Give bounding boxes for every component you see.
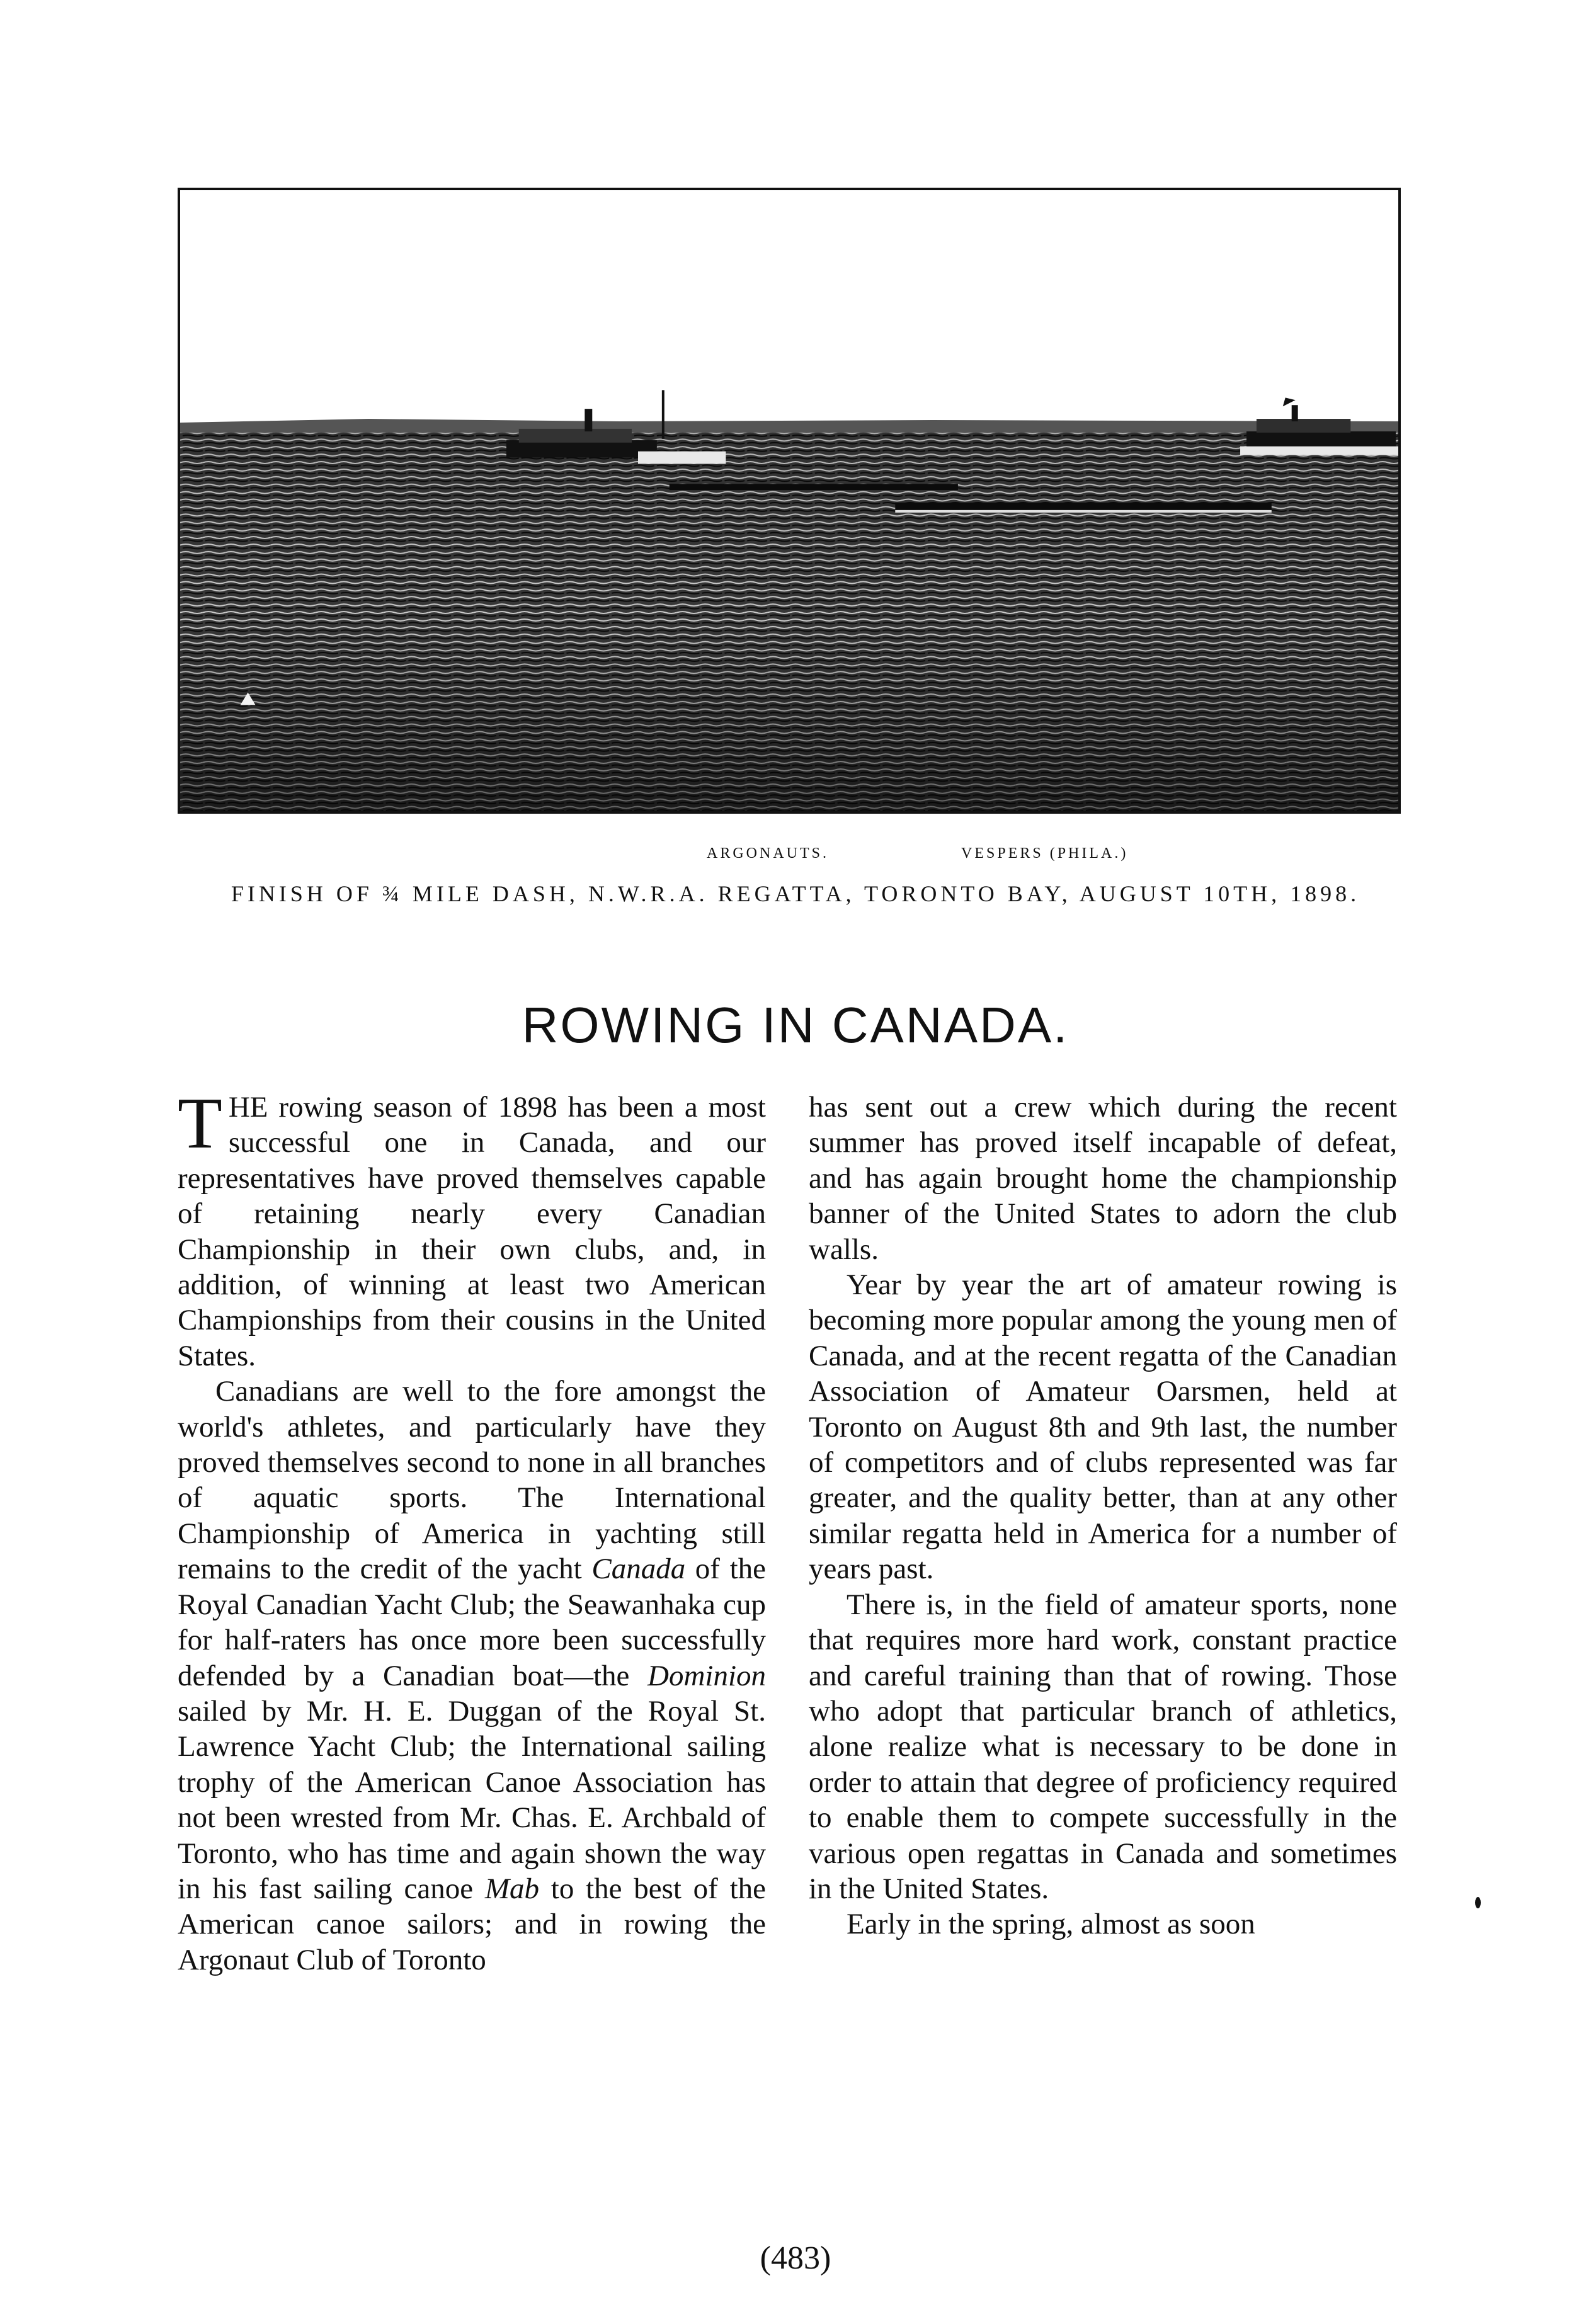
- regatta-photograph: [178, 188, 1401, 814]
- canoe-name-mab: Mab: [484, 1872, 540, 1905]
- paragraph-2-text-d: to the best of the American canoe sailors; and in rowing the Argonaut Club of Toronto: [178, 1872, 766, 1976]
- photo-caption: FINISH OF ¾ MILE DASH, N.W.R.A. REGATTA, TORONTO BAY, AUGUST 10TH, 1898.: [231, 881, 1360, 906]
- drop-cap: T: [178, 1083, 222, 1164]
- margin-ink-mark: [1475, 1897, 1481, 1908]
- paragraph-2-text-a: Canadians are well to the fore amongst the world's athletes, and particularly have they proved themselves second to none in all branches of aquatic sports. The International Championship of America in yachting still remains to the credit of the yacht: [178, 1375, 766, 1586]
- paragraph-3: has sent out a crew which during the recent summer has proved itself incapable of defeat, and has again brought home the championship banner of the United States to adorn the club walls.: [809, 1091, 1397, 1266]
- caption-argonauts: ARGONAUTS.: [707, 845, 830, 862]
- photo-subcaptions: [0, 845, 1591, 870]
- yacht-name-canada: Canada: [591, 1552, 686, 1586]
- text-column-right: [809, 1090, 1397, 1942]
- paragraph-2-text-c: sailed by Mr. H. E. Duggan of the Royal St. Lawrence Yacht Club; the International sailing trophy of the American Canoe Association has not been wrested from Mr. Chas. E. Archbald of Toronto, who has time and again shown the way in his fast sailing canoe: [178, 1694, 766, 1905]
- paragraph-5: There is, in the field of amateur sports, none that requires more hard work, constant practice and careful training than that of rowing. Those who adopt that particular branch of athletics, alone realize what is necessary to be done in order to attain that degree of proficiency required to enable them to compete successfully in the various open regattas in Canada and sometimes in the United States.: [809, 1588, 1397, 1905]
- paragraph-2-text-b: of the Royal Canadian Yacht Club; the Seawanhaka cup for half-raters has once more been successfully defended by a Canadian boat—the: [178, 1552, 766, 1692]
- text-column-left: [178, 1083, 766, 1978]
- paragraph-4: Year by year the art of amateur rowing is becoming more popular among the young men of Canada, and at the recent regatta of the Canadian Association of Amateur Oarsmen, held at Toronto on August 8th and 9th last, the number of competitors and of clubs represented was far greater, and the quality better, than at any other similar regatta held in America for a number of years past.: [809, 1268, 1397, 1586]
- paragraph-1: [178, 1083, 766, 1374]
- article-title: ROWING IN CANADA.: [522, 997, 1069, 1053]
- regatta-photo-illustration: [180, 190, 1398, 811]
- page-number: (483): [760, 2240, 831, 2276]
- boat-name-dominion: Dominion: [647, 1659, 766, 1692]
- paragraph-1-text: HE rowing season of 1898 has been a most successful one in Canada, and our representatives have proved themselves capable of retaining nearly every Canadian Championship in their own clubs, and, in addition, of winning at least two American Championships from their cousins in the United States.: [178, 1091, 766, 1372]
- paragraph-2: [178, 1374, 766, 1978]
- paragraph-6: Early in the spring, almost as soon: [847, 1908, 1255, 1941]
- caption-vespers: VESPERS (PHILA.): [961, 845, 1129, 862]
